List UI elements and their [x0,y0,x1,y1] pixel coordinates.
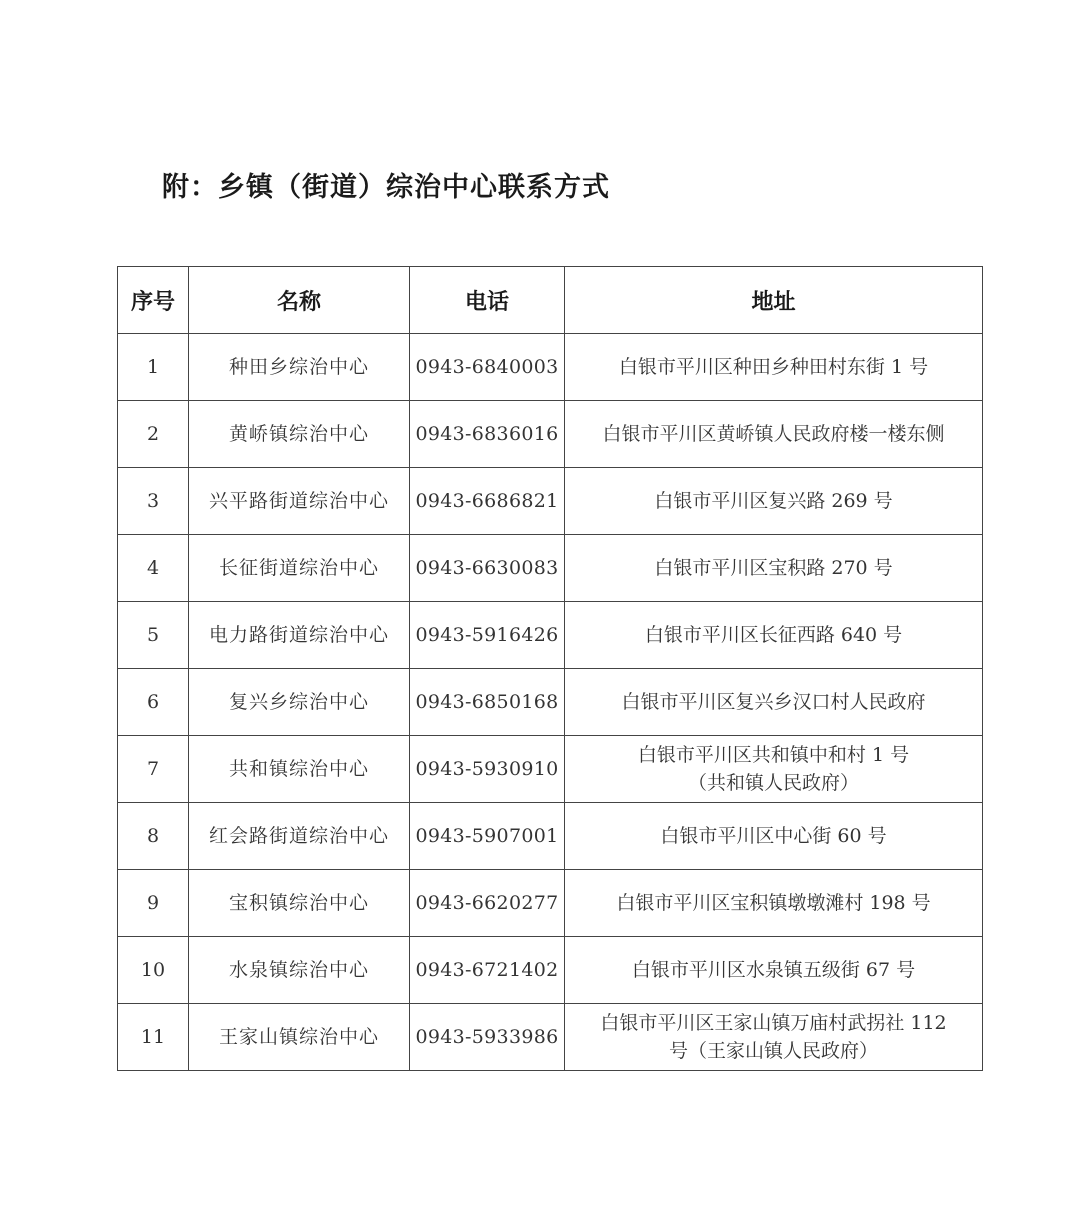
cell-number: 1 [118,334,189,401]
cell-phone: 0943-6630083 [410,535,565,602]
header-number: 序号 [118,267,189,334]
table-row [118,334,983,401]
cell-number: 10 [118,937,189,1004]
contact-table [117,266,983,1071]
cell-phone: 0943-6721402 [410,937,565,1004]
cell-number: 6 [118,669,189,736]
table-row [118,401,983,468]
cell-name: 水泉镇综治中心 [189,937,410,1004]
cell-name: 红会路街道综治中心 [189,803,410,870]
cell-name: 宝积镇综治中心 [189,870,410,937]
cell-name: 种田乡综治中心 [189,334,410,401]
header-row [118,267,983,334]
table-row [118,937,983,1004]
cell-address [565,468,983,535]
cell-phone: 0943-6620277 [410,870,565,937]
cell-number: 3 [118,468,189,535]
cell-name: 电力路街道综治中心 [189,602,410,669]
cell-number: 2 [118,401,189,468]
cell-name: 共和镇综治中心 [189,736,410,803]
table-row [118,1004,983,1071]
address-line: （共和镇人民政府） [687,772,859,794]
page-title: 附：乡镇（街道）综治中心联系方式 [162,172,610,203]
address-line: 白银市平川区王家山镇万庙村武拐社 112 [600,1012,947,1034]
address-line: 白银市平川区宝积镇墩墩滩村 198 号 [616,892,931,914]
table-row [118,602,983,669]
table-body [118,334,983,1071]
cell-number: 4 [118,535,189,602]
table-row [118,736,983,803]
cell-phone: 0943-5907001 [410,803,565,870]
cell-address [565,1004,983,1071]
cell-name: 复兴乡综治中心 [189,669,410,736]
address-line: 号（王家山镇人民政府） [668,1040,878,1062]
table-row [118,468,983,535]
cell-name: 黄峤镇综治中心 [189,401,410,468]
address-line: 白银市平川区水泉镇五级街 67 号 [631,959,916,981]
table-row [118,870,983,937]
address-line: 白银市平川区中心街 60 号 [660,825,887,847]
address-line: 白银市平川区宝积路 270 号 [654,557,893,579]
header-phone: 电话 [410,267,565,334]
table-row [118,803,983,870]
table-row [118,669,983,736]
address-line: 白银市平川区共和镇中和村 1 号 [637,744,910,766]
address-line: 白银市平川区复兴乡汉口村人民政府 [621,691,926,713]
cell-phone: 0943-5933986 [410,1004,565,1071]
cell-address [565,334,983,401]
cell-number: 5 [118,602,189,669]
cell-phone: 0943-6850168 [410,669,565,736]
cell-name: 长征街道综治中心 [189,535,410,602]
address-line: 白银市平川区复兴路 269 号 [654,490,893,512]
address-line: 白银市平川区种田乡种田村东街 1 号 [618,356,929,378]
cell-address [565,669,983,736]
cell-address [565,602,983,669]
cell-address [565,803,983,870]
table-row [118,535,983,602]
header-address: 地址 [565,267,983,334]
cell-number: 11 [118,1004,189,1071]
cell-name: 兴平路街道综治中心 [189,468,410,535]
cell-address [565,870,983,937]
header-name: 名称 [189,267,410,334]
cell-number: 9 [118,870,189,937]
cell-address [565,401,983,468]
address-line: 白银市平川区黄峤镇人民政府楼一楼东侧 [602,423,945,445]
cell-address [565,736,983,803]
cell-number: 7 [118,736,189,803]
cell-address [565,535,983,602]
cell-address [565,937,983,1004]
cell-phone: 0943-6836016 [410,401,565,468]
address-line: 白银市平川区长征西路 640 号 [644,624,903,646]
cell-name: 王家山镇综治中心 [189,1004,410,1071]
cell-phone: 0943-6840003 [410,334,565,401]
cell-phone: 0943-5930910 [410,736,565,803]
cell-phone: 0943-5916426 [410,602,565,669]
cell-number: 8 [118,803,189,870]
cell-phone: 0943-6686821 [410,468,565,535]
